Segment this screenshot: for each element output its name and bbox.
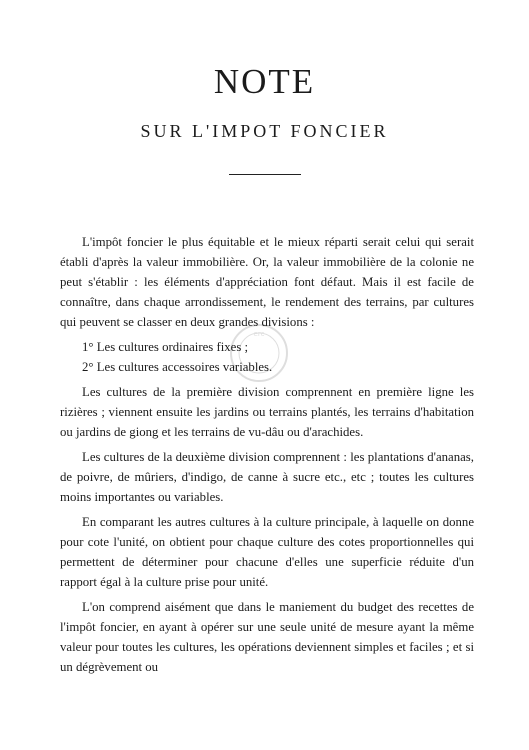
paragraph-1: L'impôt foncier le plus équitable et le mieux réparti serait celui qui serait établi d'après la valeur immobilière. Or, la valeur immobilière de la colonie ne peut s'établir : les éléments d'appréciation font défaut. Mais il est facile de connaître, dans chaque arrondissement, le rendement des terrains, par cultures qui peuvent se classer en deux grandes divisions :: [60, 235, 474, 329]
list-item-1: 1° Les cultures ordinaires fixes ;: [82, 340, 249, 354]
page-title: NOTE: [213, 62, 316, 101]
paragraph-2: Les cultures de la première division comprennent en première ligne les rizières ; viennent ensuite les jardins ou terrains plantés, les terrains d'habitation ou jardins de giong et les terrains de vu-dâu ou d'arachides.: [60, 385, 474, 439]
document-body: [60, 232, 474, 682]
paragraph-4: En comparant les autres cultures à la culture principale, à laquelle on donne pour cote l'unité, on obtient pour chaque culture des cotes proportionnelles qui permettent de déterminer pour chacune d'elles une superficie réduite d'un rapport égal à la culture prise pour unité.: [60, 515, 474, 589]
paragraph-5: L'on comprend aisément que dans le maniement du budget des recettes de l'impôt foncier, en ayant à opérer sur une seule unité de mesure ayant la même valeur pour toutes les cultures, les opérations deviennent simples et faciles ; et si un dégrèvement ou: [60, 600, 474, 674]
title-divider: [229, 174, 301, 175]
paragraph-3: Les cultures de la deuxième division comprennent : les plantations d'ananas, de poivre, de mûriers, d'indigo, de canne à sucre etc., etc ; toutes les cultures moins importantes ou variables.: [60, 450, 474, 504]
list-item-2: 2° Les cultures accessoires variables.: [82, 360, 273, 374]
stamp-text: erc: [253, 330, 265, 338]
page-subtitle: SUR L'IMPOT FONCIER: [140, 121, 389, 141]
